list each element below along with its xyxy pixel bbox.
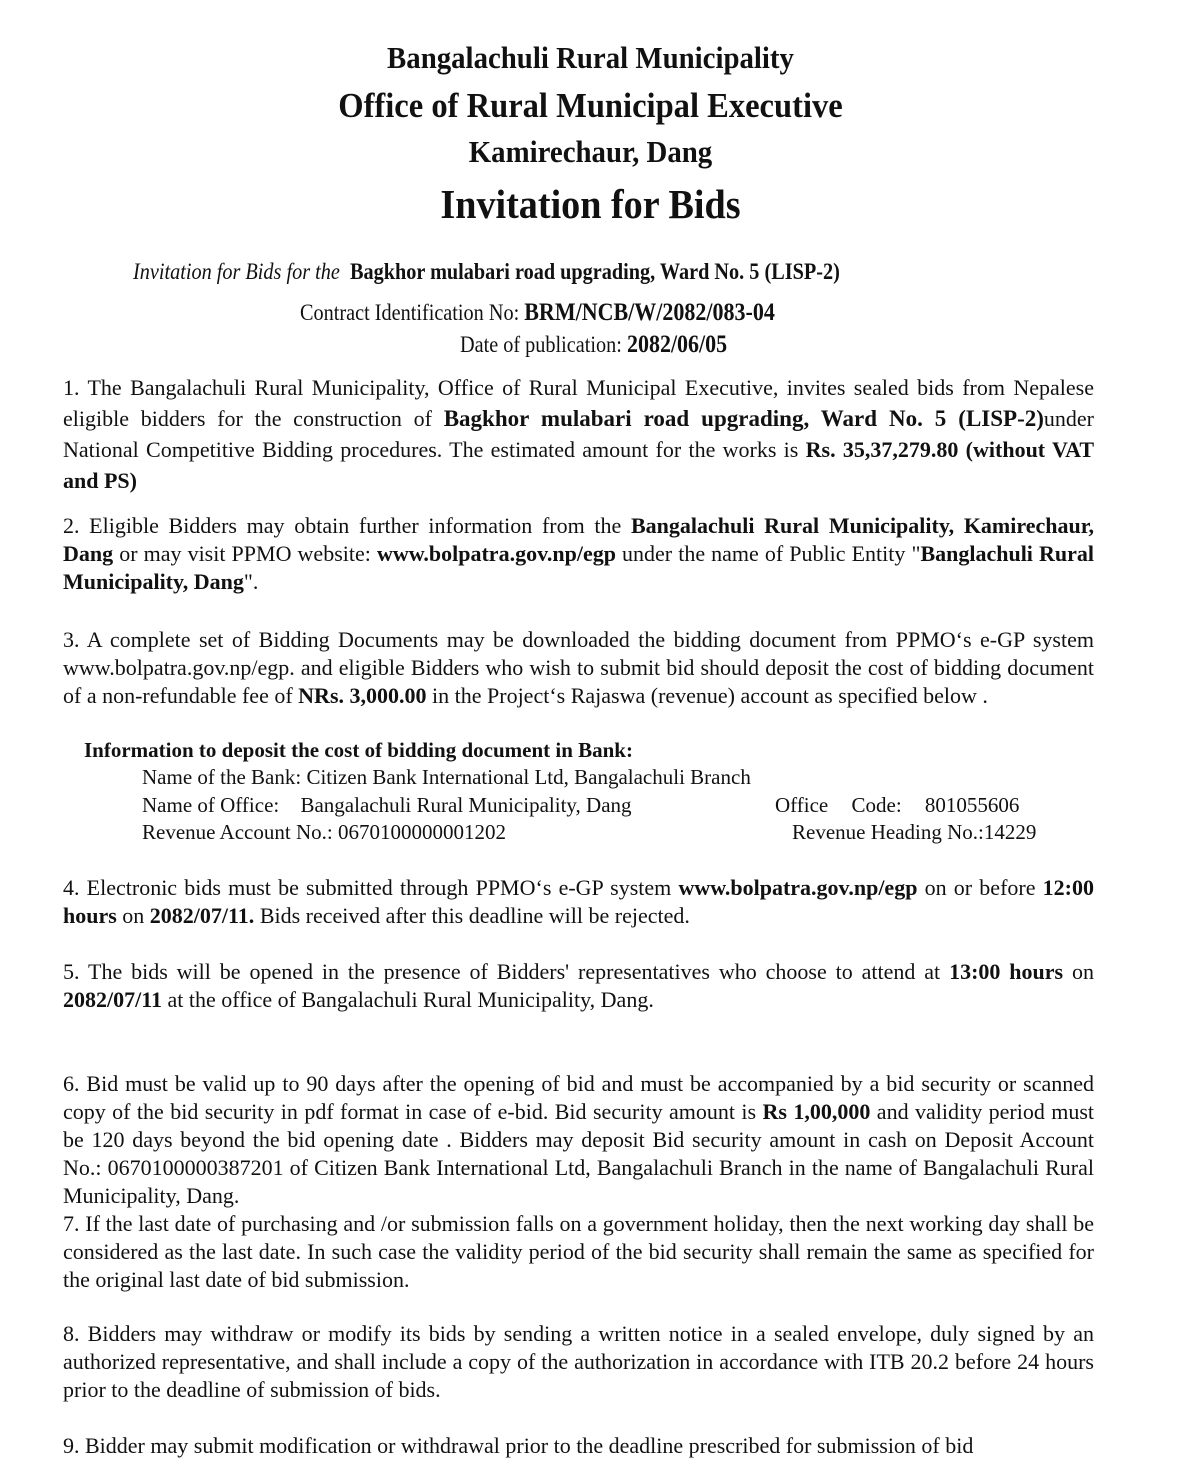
publication-label: Date of publication: [460, 332, 622, 357]
p2-text-4: ". [243, 569, 259, 594]
office-name-label: Name of Office: [142, 793, 280, 817]
p5-text-2: on [1063, 959, 1095, 984]
p1-estimated-amount: Rs. 35,37,279.80 (without VAT and PS) [63, 437, 1094, 493]
paragraph-5 [63, 958, 1094, 1014]
paragraph-1 [63, 372, 1094, 496]
office-name-line [142, 793, 632, 818]
contract-number: BRM/NCB/W/2082/083-04 [524, 299, 775, 326]
p2-text-2: or may visit PPMO website: [113, 541, 377, 566]
p1-project: Bagkhor mulabari road upgrading, Ward No. 5 (LISP-2) [443, 406, 1044, 431]
office-name-value: Bangalachuli Rural Municipality, Dang [300, 793, 632, 817]
contract-line [300, 299, 775, 327]
p6-text: 6. Bid must be valid up to 90 days after the opening of bid and must be accompanied by a bid security or scanned copy of the bid security in pdf format in case of e-bid. Bid security amount is [63, 1071, 1094, 1124]
p4-deadline-time: 12:00 hours [63, 875, 1094, 928]
office-location: Kamirechaur, Dang [468, 134, 713, 169]
p2-text-3: under the name of Public Entity " [615, 541, 921, 566]
p3-text: 3. A complete set of Bidding Documents may be downloaded the bidding document from PPMO‘s e-GP system www.bolpatra.gov.np/egp. and eligible Bidders who wish to submit bid should deposit the cost of bidding document of a non-refundable fee of [63, 627, 1094, 708]
p2-website-link[interactable]: www.bolpatra.gov.np/egp [376, 541, 616, 566]
document-title: Invitation for Bids [440, 181, 741, 227]
ifb-prefix: Invitation for Bids for the [133, 259, 340, 284]
project-line [133, 259, 840, 285]
p4-deadline-date: 2082/07/11. [149, 903, 255, 928]
paragraph-6 [63, 1070, 1094, 1210]
p4-text-4: Bids received after this deadline will be rejected. [254, 903, 690, 928]
p6-text-2: and validity period must be 120 days beyond the bid opening date . Bidders may deposit Bid security amount in cash on Deposit Account No.: 0670100000387201 of Citizen Bank International Ltd, Bangalachuli Branch in the name of Bangalachuli Rural Municipality, Dang. [63, 1099, 1095, 1208]
p5-opening-time: 13:00 hours [949, 959, 1064, 984]
p2-text: 2. Eligible Bidders may obtain further information from the [63, 513, 631, 538]
p4-website-link[interactable]: www.bolpatra.gov.np/egp [678, 875, 918, 900]
p4-text: 4. Electronic bids must be submitted through PPMO‘s e-GP system [63, 875, 679, 900]
paragraph-2 [63, 512, 1094, 596]
project-name: Bagkhor mulabari road upgrading, Ward No. 5 (LISP-2) [350, 259, 840, 284]
office-code: Office Code: 801055606 [775, 793, 1020, 817]
paragraph-9: 9. Bidder may submit modification or withdrawal prior to the deadline prescribed for submission of bid [63, 1433, 974, 1458]
p5-opening-date: 2082/07/11 [63, 987, 163, 1012]
publication-date: 2082/06/05 [626, 331, 728, 358]
paragraph-3 [63, 626, 1094, 710]
p3-text-2: in the Project‘s Rajaswa (revenue) account as specified below . [426, 683, 988, 708]
paragraph-8: 8. Bidders may withdraw or modify its bids by sending a written notice in a sealed envelope, duly signed by an authorized representative, and shall include a copy of the authorization in accordance with ITB 20.2 before 24 hours prior to the deadline of submission of bids. [63, 1321, 1094, 1402]
p4-text-2: on or before [917, 875, 1043, 900]
p1-text: 1. The Bangalachuli Rural Municipality, Office of Rural Municipal Executive, invites sealed bids from Nepalese eligible bidders for the construction of [63, 375, 1094, 431]
p2-entity: Bangalachuli Rural Municipality, Kamirechaur, Dang [63, 513, 1094, 566]
revenue-account: Revenue Account No.: 0670100000001202 [142, 820, 506, 844]
bank-info-title: Information to deposit the cost of bidding document in Bank: [84, 738, 633, 762]
contract-label: Contract Identification No: [300, 300, 520, 325]
paragraph-7: 7. If the last date of purchasing and /or submission falls on a government holiday, then the next working day shall be considered as the last date. In such case the validity period of the bid security shall remain the same as specified for the original last date of bid submission. [63, 1211, 1094, 1292]
p3-fee: NRs. 3,000.00 [298, 683, 427, 708]
office-name: Office of Rural Municipal Executive [338, 86, 843, 125]
p4-text-3: on [116, 903, 150, 928]
publication-line [460, 331, 727, 359]
p5-text-3: at the office of Bangalachuli Rural Municipality, Dang. [162, 987, 654, 1012]
p2-public-entity: Banglachuli Rural Municipality, Dang [63, 541, 1094, 594]
p6-bid-security: Rs 1,00,000 [762, 1099, 871, 1124]
p1-text-2: under National Competitive Bidding procedures. The estimated amount for the works is [63, 406, 1094, 462]
p5-text: 5. The bids will be opened in the presence of Bidders' representatives who choose to attend at [63, 959, 950, 984]
revenue-heading: Revenue Heading No.:14229 [792, 820, 1037, 844]
paragraph-4 [63, 874, 1094, 930]
municipality-name: Bangalachuli Rural Municipality [387, 40, 794, 75]
bank-name: Name of the Bank: Citizen Bank International Ltd, Bangalachuli Branch [142, 765, 751, 789]
